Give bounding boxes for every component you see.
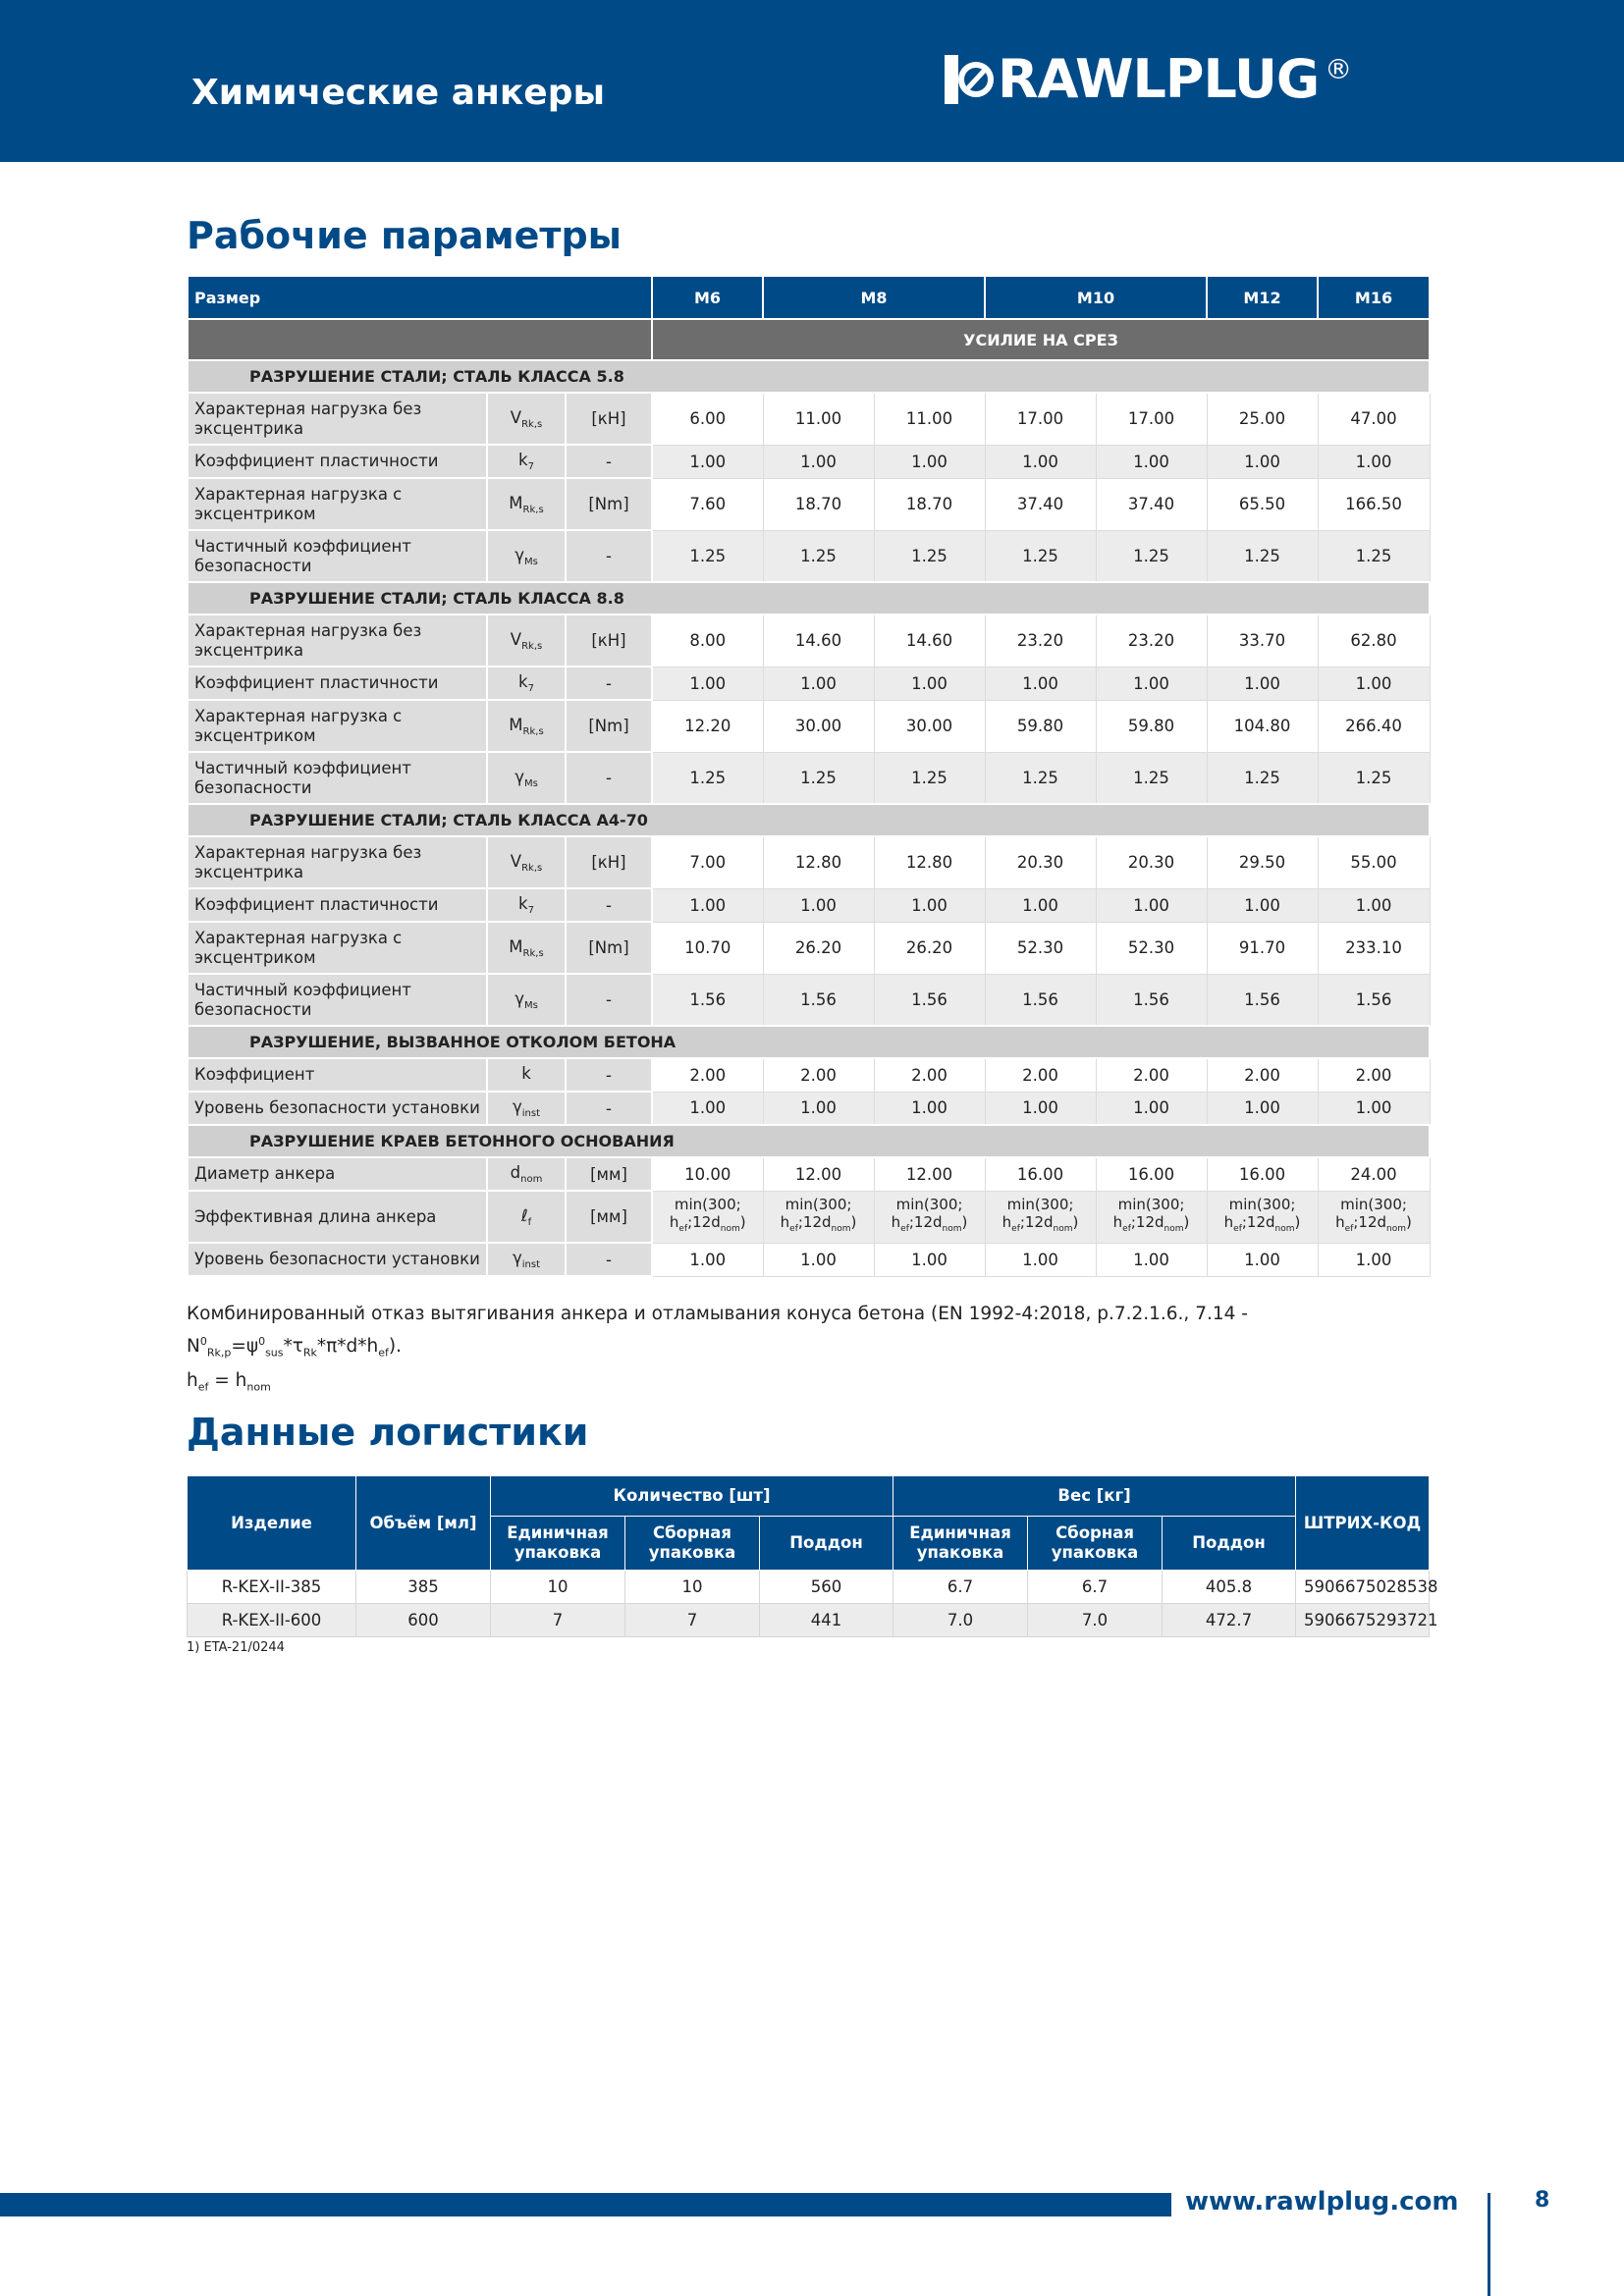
table-row	[188, 1243, 1430, 1276]
value-cell: 25.00	[1207, 393, 1318, 445]
value-cell: 1.25	[874, 530, 985, 582]
table-row	[188, 1571, 1430, 1604]
value-cell: 1.00	[874, 888, 985, 922]
value-cell: 12.20	[652, 700, 763, 752]
symbol-main: γ	[514, 545, 524, 564]
value-cell: 23.20	[985, 614, 1096, 667]
value-cell: 12.80	[763, 836, 874, 888]
size-m8: M8	[763, 276, 985, 319]
value-cell: 65.50	[1207, 478, 1318, 530]
table-row	[188, 1191, 1430, 1243]
table-row	[188, 974, 1430, 1026]
value-cell: 10.70	[652, 922, 763, 974]
value-cell: 1.00	[874, 445, 985, 478]
value-cell: 2.00	[1318, 1058, 1430, 1092]
value-cell: 7.60	[652, 478, 763, 530]
value-cell: 47.00	[1318, 393, 1430, 445]
param-symbol	[487, 700, 566, 752]
param-symbol	[487, 393, 566, 445]
param-symbol	[487, 614, 566, 667]
value-cell: 18.70	[763, 478, 874, 530]
symbol-main: ℓ	[520, 1205, 528, 1225]
param-label: Характерная нагрузка с эксцентриком	[188, 700, 487, 752]
param-symbol	[487, 752, 566, 804]
value-cell: 1.56	[1096, 974, 1207, 1026]
param-label: Коэффициент пластичности	[188, 445, 487, 478]
value-cell: 1.00	[1207, 445, 1318, 478]
params-title: Рабочие параметры	[187, 214, 623, 257]
value-cell: 1.00	[1096, 445, 1207, 478]
footer-bar	[0, 2193, 1171, 2216]
note-rendered: Комбинированный отказ вытягивания анкера и отламывания конуса бетона (EN 1992-4:2018, p.7.2.1.6., $7.14 - N^0_{Rk,p}=\psi^0_{sus}*\tau_{Rk}*\pi*d*h_{ef}$). $h_{ef} = h_{nom}$	[187, 1304, 1248, 1394]
symbol-main: γ	[512, 1249, 522, 1267]
header-title: Химические анкеры	[191, 73, 606, 113]
symbol-subscript: 7	[527, 461, 534, 472]
value-cell: 1.00	[763, 445, 874, 478]
value-cell: 1.00	[763, 667, 874, 700]
param-symbol	[487, 1058, 566, 1092]
value-cell: 2.00	[874, 1058, 985, 1092]
value-cell: 2.00	[1207, 1058, 1318, 1092]
section-title: РАЗРУШЕНИЕ СТАЛИ; СТАЛЬ КЛАССА А4-70	[188, 804, 1430, 836]
param-unit: -	[566, 752, 652, 804]
symbol-main: M	[509, 493, 523, 512]
value-cell: 1.25	[763, 752, 874, 804]
value-cell: 10.00	[652, 1157, 763, 1191]
combined-failure-note	[187, 1301, 1434, 1402]
value-cell: 1.00	[652, 1243, 763, 1276]
value-cell: min(300; $h_{ef};12d_{nom}$)	[1207, 1191, 1318, 1243]
value-cell: 1.00	[1096, 888, 1207, 922]
value-cell: min(300; $h_{ef};12d_{nom}$)	[763, 1191, 874, 1243]
symbol-main: d	[510, 1163, 521, 1182]
value-cell: 1.00	[1318, 1243, 1430, 1276]
value-cell: 166.50	[1318, 478, 1430, 530]
qty-bulk-pack-header: Сборная упаковка	[625, 1517, 760, 1571]
value-cell: 1.00	[652, 445, 763, 478]
quantity-header: Количество [шт]	[491, 1476, 893, 1517]
symbol-subscript: inst	[521, 1108, 540, 1119]
section-title: РАЗРУШЕНИЕ СТАЛИ; СТАЛЬ КЛАССА 5.8	[188, 360, 1430, 393]
param-label: Уровень безопасности установки	[188, 1243, 487, 1276]
param-unit: [мм]	[566, 1191, 652, 1243]
param-label: Частичный коэффициент безопасности	[188, 530, 487, 582]
qty-bulk-cell: 7	[625, 1604, 760, 1637]
symbol-subscript: Rk,s	[522, 504, 544, 515]
table-row	[188, 530, 1430, 582]
param-unit: [Nm]	[566, 700, 652, 752]
param-symbol	[487, 1191, 566, 1243]
value-cell: 37.40	[1096, 478, 1207, 530]
param-label: Частичный коэффициент безопасности	[188, 974, 487, 1026]
table-row	[188, 478, 1430, 530]
symbol-main: γ	[512, 1097, 522, 1116]
value-cell: 1.25	[1318, 752, 1430, 804]
value-cell: 1.56	[1318, 974, 1430, 1026]
value-cell: min(300; $h_{ef};12d_{nom}$)	[985, 1191, 1096, 1243]
param-symbol	[487, 478, 566, 530]
product-cell: R-KEX-II-385	[188, 1571, 356, 1604]
value-cell: 1.00	[1207, 1243, 1318, 1276]
qty-pallet-cell: 560	[760, 1571, 893, 1604]
section-title: РАЗРУШЕНИЕ КРАЕВ БЕТОННОГО ОСНОВАНИЯ	[188, 1125, 1430, 1157]
value-cell: 17.00	[985, 393, 1096, 445]
value-cell: 12.00	[874, 1157, 985, 1191]
value-cell: 20.30	[985, 836, 1096, 888]
param-unit: -	[566, 530, 652, 582]
value-cell: 30.00	[874, 700, 985, 752]
value-cell: 2.00	[652, 1058, 763, 1092]
param-label: Характерная нагрузка с эксцентриком	[188, 922, 487, 974]
symbol-main: V	[510, 407, 522, 427]
param-unit: -	[566, 667, 652, 700]
value-cell: 52.30	[1096, 922, 1207, 974]
symbol-main: k	[518, 894, 528, 913]
value-cell: 1.00	[874, 1243, 985, 1276]
param-unit: [мм]	[566, 1157, 652, 1191]
value-cell: 2.00	[985, 1058, 1096, 1092]
symbol-main: γ	[514, 988, 524, 1008]
symbol-main: k	[518, 672, 528, 691]
section-header-row	[188, 360, 1430, 393]
value-cell: 1.00	[985, 1243, 1096, 1276]
table-row	[188, 667, 1430, 700]
table-row	[188, 836, 1430, 888]
qty-bulk-cell: 10	[625, 1571, 760, 1604]
value-cell: 7.00	[652, 836, 763, 888]
value-cell: 20.30	[1096, 836, 1207, 888]
value-cell: 29.50	[1207, 836, 1318, 888]
symbol-subscript: Rk,s	[521, 418, 543, 430]
value-cell: 23.20	[1096, 614, 1207, 667]
param-symbol	[487, 922, 566, 974]
weight-unit-cell: 7.0	[893, 1604, 1028, 1637]
symbol-subscript: 7	[527, 905, 534, 916]
footnote: 1) ETA-21/0244	[187, 1640, 285, 1655]
value-cell: 1.00	[652, 1092, 763, 1125]
param-symbol	[487, 1243, 566, 1276]
value-cell: min(300; $h_{ef};12d_{nom}$)	[874, 1191, 985, 1243]
value-cell: 1.00	[1318, 1092, 1430, 1125]
param-label: Характерная нагрузка без эксцентрика	[188, 614, 487, 667]
size-m12: M12	[1207, 276, 1318, 319]
param-unit: -	[566, 888, 652, 922]
value-cell: 1.25	[985, 530, 1096, 582]
shear-band-row	[188, 319, 1430, 360]
param-label: Эффективная длина анкера	[188, 1191, 487, 1243]
value-cell: 55.00	[1318, 836, 1430, 888]
symbol-subscript: Rk,s	[521, 862, 543, 874]
value-cell: 1.56	[763, 974, 874, 1026]
table-row	[188, 1092, 1430, 1125]
qty-pallet-header: Поддон	[760, 1517, 893, 1571]
barcode-cell: 5906675028538	[1296, 1571, 1430, 1604]
param-unit: -	[566, 1092, 652, 1125]
symbol-subscript: nom	[520, 1174, 543, 1185]
volume-cell: 600	[356, 1604, 491, 1637]
qty-unit-pack-header: Единичная упаковка	[491, 1517, 625, 1571]
value-cell: 11.00	[874, 393, 985, 445]
size-m6: M6	[652, 276, 763, 319]
size-label: Размер	[188, 276, 652, 319]
value-cell: 2.00	[1096, 1058, 1207, 1092]
qty-pallet-cell: 441	[760, 1604, 893, 1637]
value-cell: 8.00	[652, 614, 763, 667]
value-cell: 91.70	[1207, 922, 1318, 974]
footer-divider	[1488, 2193, 1490, 2296]
symbol-subscript: Rk,s	[522, 725, 544, 737]
value-cell: 1.00	[985, 888, 1096, 922]
value-cell: 1.56	[652, 974, 763, 1026]
value-cell: 233.10	[1318, 922, 1430, 974]
value-cell: 12.80	[874, 836, 985, 888]
value-cell: 1.00	[1207, 667, 1318, 700]
value-cell: 1.25	[1207, 530, 1318, 582]
value-cell: 1.25	[1318, 530, 1430, 582]
value-cell: 26.20	[763, 922, 874, 974]
value-cell: 1.56	[874, 974, 985, 1026]
page-number: 8	[1535, 2188, 1550, 2213]
param-symbol	[487, 888, 566, 922]
size-m16: M16	[1318, 276, 1430, 319]
symbol-subscript: Ms	[523, 556, 538, 567]
logo-registered-mark: ®	[1325, 53, 1353, 85]
value-cell: 1.00	[985, 445, 1096, 478]
qty-unit-cell: 10	[491, 1571, 625, 1604]
param-symbol	[487, 1157, 566, 1191]
value-cell: 59.80	[985, 700, 1096, 752]
volume-cell: 385	[356, 1571, 491, 1604]
param-symbol	[487, 836, 566, 888]
value-cell: 24.00	[1318, 1157, 1430, 1191]
value-cell: 1.25	[763, 530, 874, 582]
value-cell: 1.00	[1318, 888, 1430, 922]
table-row	[188, 1058, 1430, 1092]
value-cell: 52.30	[985, 922, 1096, 974]
value-cell: 62.80	[1318, 614, 1430, 667]
value-cell: 16.00	[1096, 1157, 1207, 1191]
table-row	[188, 445, 1430, 478]
param-label: Частичный коэффициент безопасности	[188, 752, 487, 804]
weight-bulk-cell: 7.0	[1028, 1604, 1163, 1637]
section-header-row	[188, 804, 1430, 836]
weight-bulk-cell: 6.7	[1028, 1571, 1163, 1604]
value-cell: 30.00	[763, 700, 874, 752]
value-cell: 1.00	[1096, 1243, 1207, 1276]
value-cell: 37.40	[985, 478, 1096, 530]
value-cell: 1.25	[652, 752, 763, 804]
section-header-row	[188, 1026, 1430, 1058]
logistics-title: Данные логистики	[187, 1411, 589, 1454]
value-cell: 11.00	[763, 393, 874, 445]
value-cell: 17.00	[1096, 393, 1207, 445]
table-row	[188, 614, 1430, 667]
footer-url-link[interactable]: www.rawlplug.com	[1185, 2187, 1459, 2216]
table-row	[188, 1157, 1430, 1191]
param-unit: -	[566, 445, 652, 478]
value-cell: 1.00	[874, 1092, 985, 1125]
value-cell: 1.25	[652, 530, 763, 582]
value-cell: 1.00	[874, 667, 985, 700]
value-cell: 33.70	[1207, 614, 1318, 667]
value-cell: 1.00	[652, 667, 763, 700]
value-cell: 1.00	[1207, 1092, 1318, 1125]
table-row	[188, 922, 1430, 974]
param-label: Диаметр анкера	[188, 1157, 487, 1191]
value-cell: 16.00	[985, 1157, 1096, 1191]
value-cell: 26.20	[874, 922, 985, 974]
value-cell: 1.00	[1096, 667, 1207, 700]
symbol-main: V	[510, 629, 522, 649]
weight-bulk-pack-header: Сборная упаковка	[1028, 1517, 1163, 1571]
value-cell: 1.00	[1318, 445, 1430, 478]
value-cell: 1.25	[985, 752, 1096, 804]
value-cell: 1.25	[1096, 530, 1207, 582]
symbol-subscript: Rk,s	[521, 640, 543, 652]
symbol-subscript: inst	[521, 1259, 540, 1270]
rawlplug-logo-icon	[945, 55, 994, 104]
param-label: Коэффициент пластичности	[188, 667, 487, 700]
value-cell: 1.00	[652, 888, 763, 922]
section-title: РАЗРУШЕНИЕ, ВЫЗВАННОЕ ОТКОЛОМ БЕТОНА	[188, 1026, 1430, 1058]
param-symbol	[487, 445, 566, 478]
value-cell: 1.00	[763, 1243, 874, 1276]
weight-header: Вес [кг]	[893, 1476, 1296, 1517]
value-cell: 266.40	[1318, 700, 1430, 752]
param-label: Уровень безопасности установки	[188, 1092, 487, 1125]
param-label: Коэффициент	[188, 1058, 487, 1092]
table-row	[188, 393, 1430, 445]
section-header-row	[188, 582, 1430, 614]
weight-pallet-cell: 472.7	[1163, 1604, 1296, 1637]
barcode-cell: 5906675293721	[1296, 1604, 1430, 1637]
param-symbol	[487, 530, 566, 582]
table-row	[188, 888, 1430, 922]
weight-pallet-header: Поддон	[1163, 1517, 1296, 1571]
product-cell: R-KEX-II-600	[188, 1604, 356, 1637]
section-header-row	[188, 1125, 1430, 1157]
product-header: Изделие	[188, 1476, 356, 1571]
symbol-subscript: Ms	[523, 777, 538, 789]
param-unit: [кН]	[566, 614, 652, 667]
value-cell: 59.80	[1096, 700, 1207, 752]
volume-header: Объём [мл]	[356, 1476, 491, 1571]
size-m10: M10	[985, 276, 1207, 319]
shear-band: УСИЛИЕ НА СРЕЗ	[652, 319, 1430, 360]
logo-text: RAWLPLUG	[998, 48, 1320, 110]
symbol-subscript: Ms	[523, 999, 538, 1011]
value-cell: 1.56	[985, 974, 1096, 1026]
value-cell: 1.00	[1318, 667, 1430, 700]
weight-unit-pack-header: Единичная упаковка	[893, 1517, 1028, 1571]
symbol-main: V	[510, 851, 522, 871]
symbol-subscript: f	[527, 1216, 532, 1228]
value-cell: 6.00	[652, 393, 763, 445]
symbol-main: k	[521, 1064, 531, 1083]
value-cell: 1.00	[985, 1092, 1096, 1125]
value-cell: 1.00	[985, 667, 1096, 700]
weight-pallet-cell: 405.8	[1163, 1571, 1296, 1604]
params-header-row	[188, 276, 1430, 319]
logistics-header-row-1	[188, 1476, 1430, 1517]
params-table	[187, 275, 1431, 1277]
value-cell: 1.25	[1207, 752, 1318, 804]
value-cell: min(300; $h_{ef};12d_{nom}$)	[652, 1191, 763, 1243]
param-label: Характерная нагрузка с эксцентриком	[188, 478, 487, 530]
param-unit: [Nm]	[566, 478, 652, 530]
value-cell: min(300; $h_{ef};12d_{nom}$)	[1318, 1191, 1430, 1243]
value-cell: 12.00	[763, 1157, 874, 1191]
value-cell: 1.56	[1207, 974, 1318, 1026]
value-cell: 18.70	[874, 478, 985, 530]
param-label: Коэффициент пластичности	[188, 888, 487, 922]
value-cell: 1.00	[1207, 888, 1318, 922]
table-row	[188, 700, 1430, 752]
value-cell: 14.60	[874, 614, 985, 667]
logistics-table	[187, 1475, 1438, 1637]
symbol-subscript: 7	[527, 683, 534, 694]
value-cell: 16.00	[1207, 1157, 1318, 1191]
section-title: РАЗРУШЕНИЕ СТАЛИ; СТАЛЬ КЛАССА 8.8	[188, 582, 1430, 614]
symbol-main: k	[518, 451, 528, 469]
param-symbol	[487, 974, 566, 1026]
value-cell: 1.00	[763, 1092, 874, 1125]
symbol-main: γ	[514, 767, 524, 786]
page-header	[0, 0, 1624, 162]
qty-unit-cell: 7	[491, 1604, 625, 1637]
param-label: Характерная нагрузка без эксцентрика	[188, 393, 487, 445]
symbol-subscript: Rk,s	[522, 947, 544, 959]
table-row	[188, 752, 1430, 804]
value-cell: 2.00	[763, 1058, 874, 1092]
value-cell: min(300; $h_{ef};12d_{nom}$)	[1096, 1191, 1207, 1243]
weight-unit-cell: 6.7	[893, 1571, 1028, 1604]
param-symbol	[487, 667, 566, 700]
value-cell: 1.25	[874, 752, 985, 804]
rawlplug-logo	[945, 48, 1353, 110]
value-cell: 104.80	[1207, 700, 1318, 752]
symbol-main: M	[509, 715, 523, 734]
value-cell: 1.00	[1096, 1092, 1207, 1125]
value-cell: 1.00	[763, 888, 874, 922]
barcode-header: ШТРИХ-КОД	[1296, 1476, 1430, 1571]
value-cell: 1.25	[1096, 752, 1207, 804]
param-unit: -	[566, 974, 652, 1026]
param-unit: [кН]	[566, 393, 652, 445]
param-unit: -	[566, 1058, 652, 1092]
param-symbol	[487, 1092, 566, 1125]
param-unit: [Nm]	[566, 922, 652, 974]
value-cell: 14.60	[763, 614, 874, 667]
table-row	[188, 1604, 1430, 1637]
param-unit: [кН]	[566, 836, 652, 888]
symbol-main: M	[509, 936, 523, 956]
param-unit: -	[566, 1243, 652, 1276]
param-label: Характерная нагрузка без эксцентрика	[188, 836, 487, 888]
